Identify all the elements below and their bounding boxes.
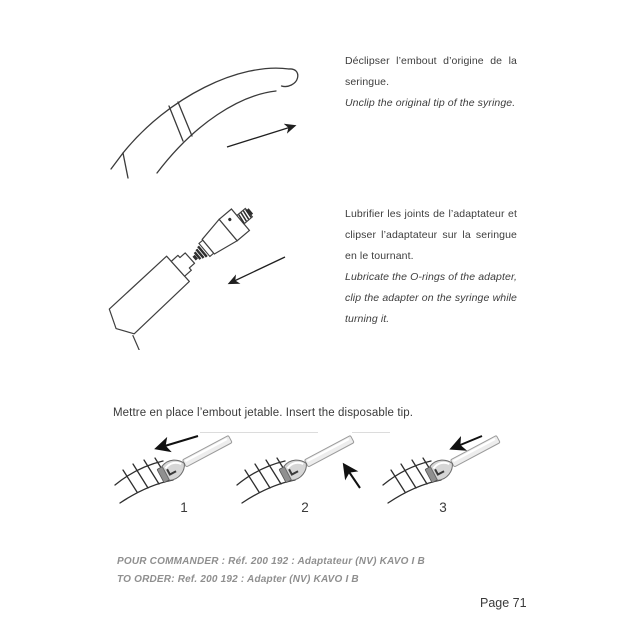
ordering-info: [117, 553, 425, 589]
figure-unclip-original-tip: [90, 45, 320, 185]
arrow-down-left-icon: [230, 257, 285, 283]
step1-syringe: [115, 431, 235, 503]
step2-arrow-icon: [345, 466, 360, 488]
step3-label: 3: [439, 500, 447, 515]
adapter-drawing: [185, 200, 260, 269]
page-number: Page 71: [480, 596, 527, 610]
ordering-french: POUR COMMANDER : Réf. 200 192 : Adaptateur (NV) KAVO I B: [117, 556, 425, 567]
ordering-english: TO ORDER: Ref. 200 192 : Adapter (NV) KAVO I B: [117, 574, 359, 585]
arrow-up-right-icon: [227, 126, 294, 147]
figure-insert-tip-steps: [95, 428, 550, 523]
instruction-step2-english: Lubricate the O-rings of the adapter, clip the adapter on the syringe while turning it.: [345, 271, 517, 325]
figure-clip-adapter: [90, 195, 320, 350]
clip-joint-line: [169, 106, 183, 141]
instruction-step2-french: Lubrifier les joints de l’adaptateur et clipser l’adaptateur sur la seringue en le tournant.: [345, 208, 517, 262]
step1-label: 1: [180, 500, 188, 515]
step2-label: 2: [301, 500, 309, 515]
step1-arrow-icon: [158, 436, 198, 448]
insert-tip-heading: Mettre en place l’embout jetable. Insert the disposable tip.: [113, 407, 414, 419]
instruction-step1-text: [345, 51, 517, 114]
instruction-step1-english: Unclip the original tip of the syringe.: [345, 97, 516, 109]
step2-syringe: [237, 431, 357, 503]
step3-syringe: [383, 431, 503, 503]
syringe-tip-outline: [111, 68, 298, 178]
instruction-step2-text: [345, 204, 517, 330]
syringe-barrel-outline: [103, 245, 217, 350]
instruction-step1-french: Déclipser l’embout d’origine de la seringue.: [345, 55, 517, 88]
clip-joint-line: [178, 102, 192, 136]
